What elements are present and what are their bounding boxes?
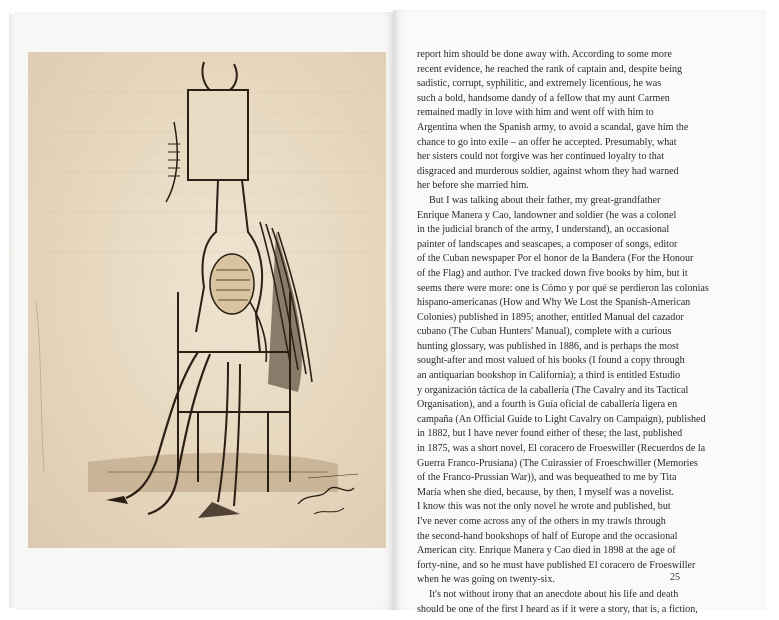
text-line: her sisters could not forgive was her continued loyalty to that [417, 151, 665, 163]
text-line: American city. Enrique Manera y Cao died in 1898 at the age of [417, 545, 676, 557]
text-line: when he was going on twenty-six. [417, 574, 555, 586]
text-line: remained madly in love with him and went off with him to [417, 107, 654, 119]
text-line: María when she died, because, by then, I myself was a novelist. [417, 486, 675, 498]
text-line: should be one of the first I heard as if it were a story, that is, a fiction, [417, 603, 698, 615]
text-line: in 1875, was a short novel, El coracero de Froeswiller (Recuerdos de la [417, 443, 706, 455]
text-line: Organisation), and a fourth is Guía oficial de caballería ligera en [417, 399, 678, 411]
text-line: in 1882, but I have never found either of these; the last, published [417, 428, 683, 440]
text-line: of the Cuban newspaper Por el honor de la Bandera (For the Honour [417, 253, 694, 265]
ink-drawing-figure-icon [28, 52, 386, 548]
text-line: report him should be done away with. According to some more [417, 49, 672, 60]
text-line: It's not without irony that an anecdote about his life and death [429, 588, 679, 600]
text-line: Enrique Manera y Cao, landowner and soldier (he was a colonel [417, 209, 677, 221]
text-line: But I was talking about their father, my great-grandfather [429, 194, 661, 206]
text-line: disgraced and murderous soldier, against whom they had warned [417, 165, 679, 177]
text-line: y organización táctica de la caballería (The Cavalry and its Tactical [417, 384, 689, 396]
text-line: I've never come across any of the others in my trawls through [417, 516, 666, 527]
text-line: I know this was not the only novel he wrote and published, but [417, 501, 671, 513]
text-line: Guerra Franco-Prusiana) (The Cuirassier of Froeschwiller (Memories [417, 457, 698, 469]
text-line: of the Flag) and author. I've tracked down five books by him, but it [417, 267, 688, 279]
text-line: cubano (The Cuban Hunters' Manual), complete with a curious [417, 326, 672, 338]
page-number: 25 [670, 572, 680, 583]
artwork-plate [28, 52, 386, 548]
text-line: campaña (An Official Guide to Light Cavalry on Campaign), published [417, 413, 706, 425]
text-line: recent evidence, he reached the rank of captain and, despite being [417, 63, 683, 75]
text-line: Argentina when the Spanish army, to avoid a scandal, gave him the [417, 121, 689, 133]
text-line: such a bold, handsome dandy of a fellow that my aunt Carmen [417, 92, 670, 104]
text-line: her before she married him. [417, 180, 529, 192]
body-text [417, 48, 742, 617]
text-line: forty-nine, and so he must have published El coracero de Froeswiller [417, 559, 696, 571]
text-line: in the judicial branch of the army, I understand), an occasional [417, 224, 670, 236]
text-line: sought-after and most valued of his books (I found a copy through [417, 355, 685, 367]
text-line: sadistic, corrupt, syphilitic, and extremely licentious, he was [417, 78, 662, 90]
text-line: painter of landscapes and seascapes, a composer of songs, editor [417, 238, 678, 250]
text-line: the second-hand bookshops of half of Europe and the occasional [417, 530, 678, 542]
text-line: chance to go into exile – an offer he accepted. Presumably, what [417, 136, 677, 148]
text-line: hunting glossary, was published in 1886, and is perhaps the most [417, 340, 679, 352]
text-line: of the Franco-Prussian War)), and was bequeathed to me by Tita [417, 472, 677, 484]
text-line: an antiquarian bookshop in California); a third is entitled Estudio [417, 370, 681, 382]
text-line: seems there were more: one is Cómo y por qué se perdieron las colonias [417, 282, 709, 294]
text-line: Colonies) published in 1895; another, entitled Manual del cazador [417, 311, 684, 323]
text-line: hispano-americanas (How and Why We Lost the Spanish-American [417, 297, 691, 309]
